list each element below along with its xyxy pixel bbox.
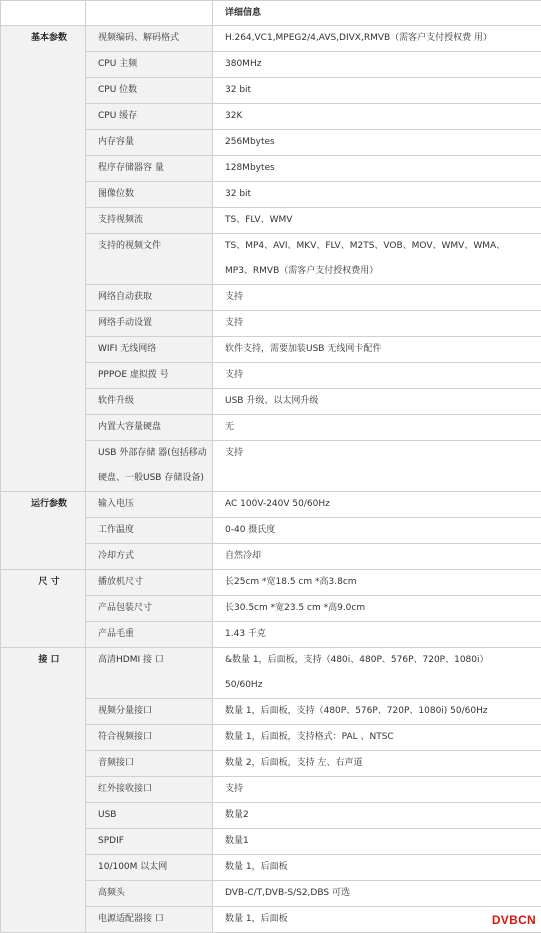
value-line: USB 升级、以太网升级 [225,389,541,414]
header-cell-param [86,1,213,26]
header-cell-detail: 详细信息 [213,1,541,26]
value-line: &数量 1，后面板，支持（480i、480P、576P、720P、1080i） [225,648,541,673]
param-cell: 电源适配器接 口 [86,907,213,933]
value-cell [213,52,541,78]
value-line: H.264,VC1,MPEG2/4,AVS,DIVX,RMVB（需客户支付授权费 用） [225,26,541,51]
value-cell [213,725,541,751]
value-cell [213,570,541,596]
table-row [1,492,541,518]
param-cell: 10/100M 以太网 [86,855,213,881]
value-cell [213,208,541,234]
value-line: 无 [225,415,541,440]
value-cell [213,622,541,648]
param-cell: 产品毛重 [86,622,213,648]
value-cell [213,699,541,725]
value-cell [213,544,541,570]
value-line: 自然冷却 [225,544,541,569]
value-line: 软件支持，需要加装USB 无线网卡配件 [225,337,541,362]
param-cell: 红外接收接口 [86,777,213,803]
param-cell: 网络自动获取 [86,285,213,311]
value-line: 数量 1，后面板，支持格式：PAL 、NTSC [225,725,541,750]
value-line: 数量 1，后面板 [225,907,541,932]
header-cell-group [1,1,86,26]
value-line: 380MHz [225,52,541,77]
value-line: 128Mbytes [225,156,541,181]
table-row [1,648,541,699]
value-cell [213,182,541,208]
value-cell [213,518,541,544]
param-cell: 冷却方式 [86,544,213,570]
value-line: 256Mbytes [225,130,541,155]
param-cell: SPDIF [86,829,213,855]
param-cell: 内置大容量硬盘 [86,415,213,441]
param-cell: 音频接口 [86,751,213,777]
group-label: 运行参数 [1,492,86,570]
param-cell: 支持的视频文件 [86,234,213,285]
param-cell: 软件升级 [86,389,213,415]
value-cell [213,415,541,441]
value-cell [213,104,541,130]
value-line: 1.43 千克 [225,622,541,647]
param-cell: 视频编码、解码格式 [86,26,213,52]
table-row [1,570,541,596]
value-cell [213,78,541,104]
value-cell [213,337,541,363]
value-cell [213,803,541,829]
value-line: 50/60Hz [225,673,541,698]
value-line: TS、FLV、WMV [225,208,541,233]
value-line: 数量 2，后面板，支持 左、右声道 [225,751,541,776]
param-cell: 图像位数 [86,182,213,208]
group-label: 接 口 [1,648,86,933]
param-cell: 符合视频接口 [86,725,213,751]
param-cell: 播放机尺寸 [86,570,213,596]
param-cell: 支持视频流 [86,208,213,234]
table-row [1,26,541,52]
value-line: 数量 1，后面板，支持（480P、576P、720P、1080i) 50/60Hz [225,699,541,724]
value-line: DVB-C/T,DVB-S/S2,DBS 可选 [225,881,541,906]
value-line: 数量 1，后面板 [225,855,541,880]
group-label: 尺 寸 [1,570,86,648]
value-cell [213,234,541,285]
param-cell: USB [86,803,213,829]
value-line: 长25cm *宽18.5 cm *高3.8cm [225,570,541,595]
param-cell: 产品包装尺寸 [86,596,213,622]
param-cell: 高清HDMI 接 口 [86,648,213,699]
value-cell [213,777,541,803]
value-cell [213,389,541,415]
value-cell [213,156,541,182]
value-cell [213,751,541,777]
param-cell: 高频头 [86,881,213,907]
value-cell [213,829,541,855]
value-line: 支持 [225,285,541,310]
value-line: 数量1 [225,829,541,854]
param-cell: CPU 主频 [86,52,213,78]
value-cell [213,26,541,52]
param-cell: CPU 位数 [86,78,213,104]
value-line: 支持 [225,441,541,466]
value-line: 长30.5cm *宽23.5 cm *高9.0cm [225,596,541,621]
value-line: 32 bit [225,182,541,207]
value-line: 支持 [225,363,541,388]
value-cell [213,285,541,311]
value-line: TS、MP4、AVI、MKV、FLV、M2TS、VOB、MOV、WMV、WMA、 [225,234,541,259]
value-cell [213,363,541,389]
value-cell [213,596,541,622]
value-line: 数量2 [225,803,541,828]
param-cell: 程序存储器容 量 [86,156,213,182]
value-cell [213,441,541,492]
param-cell: 网络手动设置 [86,311,213,337]
value-line: MP3、RMVB（需客户支付授权费用） [225,259,541,284]
param-cell: PPPOE 虚拟拨 号 [86,363,213,389]
value-line: 32K [225,104,541,129]
value-cell [213,492,541,518]
value-line: AC 100V-240V 50/60Hz [225,492,541,517]
param-cell: 工作温度 [86,518,213,544]
value-cell [213,855,541,881]
value-line: 支持 [225,777,541,802]
value-line: 32 bit [225,78,541,103]
watermark: DVBCN [492,913,536,927]
param-cell: CPU 缓存 [86,104,213,130]
param-cell: 输入电压 [86,492,213,518]
value-cell [213,130,541,156]
value-cell [213,311,541,337]
param-cell: USB 外部存储 器(包括移动硬盘、一般USB 存储设备) [86,441,213,492]
value-line: 支持 [225,311,541,336]
value-cell [213,648,541,699]
header-row [1,1,541,26]
group-label: 基本参数 [1,26,86,492]
param-cell: WIFI 无线网络 [86,337,213,363]
param-cell: 内存容量 [86,130,213,156]
param-cell: 视频分量接口 [86,699,213,725]
value-cell [213,881,541,907]
spec-body [1,26,541,933]
value-line: 0-40 摄氏度 [225,518,541,543]
